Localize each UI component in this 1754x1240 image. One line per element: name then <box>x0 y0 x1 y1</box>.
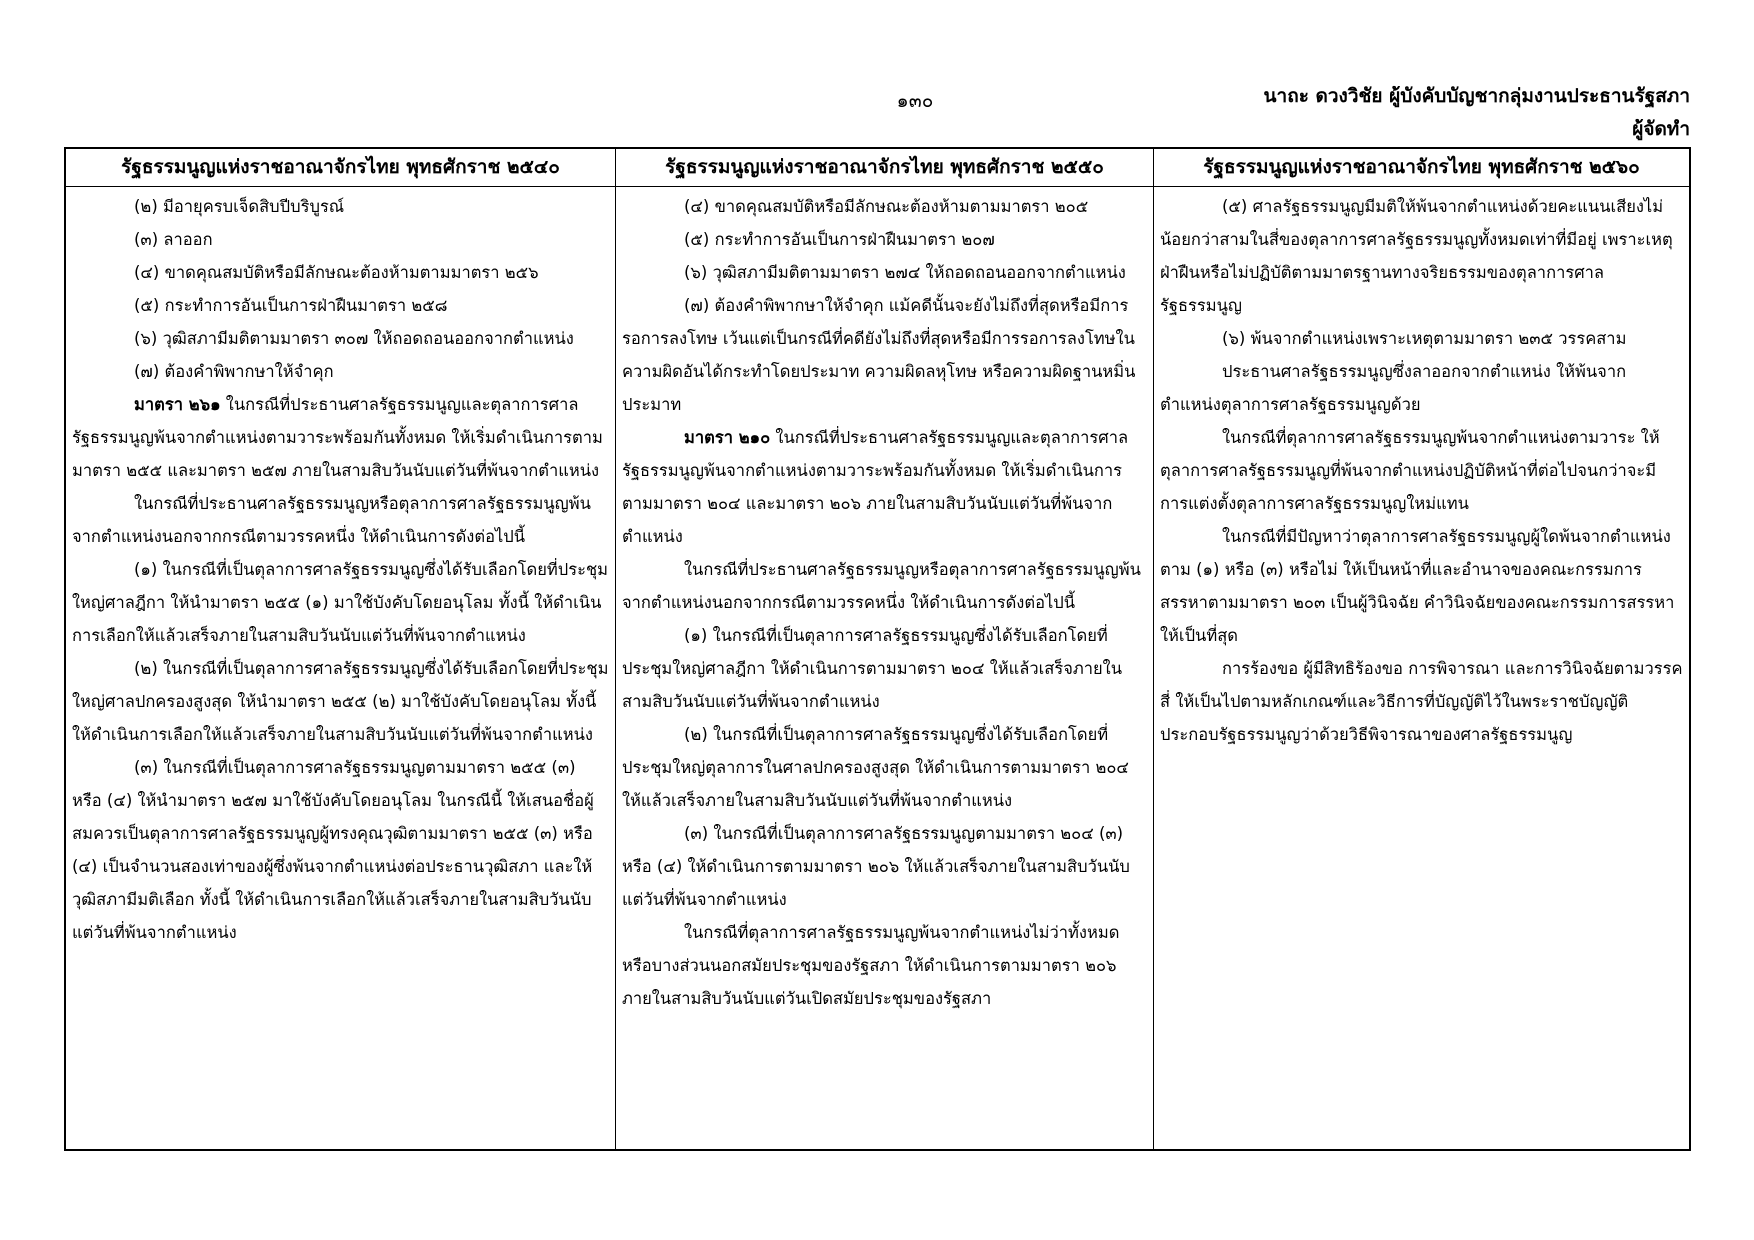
page-number: ๑๓๐ <box>896 90 934 112</box>
paragraph-text: ในกรณีที่ตุลาการศาลรัฐธรรมนูญพ้นจากตำแหน่งไม่ว่าทั้งหมดหรือบางส่วนนอกสมัยประชุมของรัฐสภา ให้ดำเนินการตามมาตรา ๒๐๖ ภายในสามสิบวันนับแต่วันเปิดสมัยประชุมของรัฐสภา <box>622 923 1120 1008</box>
paragraph-text: ในกรณีที่ประธานศาลรัฐธรรมนูญหรือตุลาการศาลรัฐธรรมนูญพ้นจากตำแหน่งนอกจากกรณีตามวรรคหนึ่ง ให้ดำเนินการดังต่อไปนี้ <box>622 560 1141 612</box>
paragraph <box>1160 355 1683 421</box>
paragraph-text: (๒) มีอายุครบเจ็ดสิบปีบริบูรณ์ <box>134 197 345 216</box>
column-2540 <box>66 149 616 1149</box>
paragraph <box>622 289 1147 421</box>
preparer-name: นาถะ ดวงวิชัย ผู้บังคับบัญชากลุ่มงานประธานรัฐสภา <box>1263 85 1690 107</box>
paragraph-text: (๒) ในกรณีที่เป็นตุลาการศาลรัฐธรรมนูญซึ่งได้รับเลือกโดยที่ประชุมใหญ่ศาลปกครองสูงสุด ให้นำมาตรา ๒๕๕ (๒) มาใช้บังคับโดยอนุโลม ทั้งนี้ ให้ดำเนินการเลือกให้แล้วเสร็จภายในสามสิบวันนับแต่วันที่พ้นจากตำแหน่ง <box>72 659 609 744</box>
paragraph <box>622 553 1147 619</box>
paragraph <box>72 388 609 487</box>
paragraph-text: (๑) ในกรณีที่เป็นตุลาการศาลรัฐธรรมนูญซึ่งได้รับเลือกโดยที่ประชุมใหญ่ศาลฎีกา ให้ดำเนินการตามมาตรา ๒๐๔ ให้แล้วเสร็จภายในสามสิบวันนับแต่วันที่พ้นจากตำแหน่ง <box>622 626 1123 711</box>
paragraph-text: (๓) ในกรณีที่เป็นตุลาการศาลรัฐธรรมนูญตามมาตรา ๒๕๕ (๓) หรือ (๔) ให้นำมาตรา ๒๕๗ มาใช้บังคับโดยอนุโลม ในกรณีนี้ ให้เสนอชื่อผู้สมควรเป็นตุลาการศาลรัฐธรรมนูญผู้ทรงคุณวุฒิตามมาตรา ๒๕๕ (๓) หรือ (๔) เป็นจำนวนสองเท่าของผู้ซึ่งพ้นจากตำแหน่งต่อประธานวุฒิสภา และให้วุฒิสภามีมติเลือก ทั้งนี้ ให้ดำเนินการเลือกให้แล้วเสร็จภายในสามสิบวันนับแต่วันที่พ้นจากตำแหน่ง <box>72 758 594 942</box>
paragraph <box>72 190 609 223</box>
column-body-2550 <box>616 187 1153 1015</box>
paragraph-text: (๕) กระทำการอันเป็นการฝ่าฝืนมาตรา ๒๕๘ <box>134 296 448 315</box>
paragraph-text: (๕) ศาลรัฐธรรมนูญมีมติให้พ้นจากตำแหน่งด้วยคะแนนเสียงไม่น้อยกว่าสามในสี่ของตุลาการศาลรัฐธรรมนูญทั้งหมดเท่าที่มีอยู่ เพราะเหตุฝ่าฝืนหรือไม่ปฏิบัติตามมาตรฐานทางจริยธรรมของตุลาการศาลรัฐธรรมนูญ <box>1160 197 1673 315</box>
paragraph-text: ในกรณีที่มีปัญหาว่าตุลาการศาลรัฐธรรมนูญผู้ใดพ้นจากตำแหน่งตาม (๑) หรือ (๓) หรือไม่ ให้เป็นหน้าที่และอำนาจของคณะกรรมการสรรหาตามมาตรา ๒๐๓ เป็นผู้วินิจฉัย คำวินิจฉัยของคณะกรรมการสรรหาให้เป็นที่สุด <box>1160 527 1675 645</box>
paragraph <box>1160 520 1683 652</box>
comparison-table <box>64 147 1691 1151</box>
section-label: มาตรา ๒๖๑ <box>134 395 221 414</box>
paragraph <box>72 652 609 751</box>
paragraph <box>622 619 1147 718</box>
paragraph-text: (๗) ต้องคำพิพากษาให้จำคุก <box>134 362 334 381</box>
paragraph-text: (๔) ขาดคุณสมบัติหรือมีลักษณะต้องห้ามตามมาตรา ๒๕๖ <box>134 263 539 282</box>
paragraph <box>72 256 609 289</box>
column-header-2550: รัฐธรรมนูญแห่งราชอาณาจักรไทย พุทธศักราช ๒๕๕๐ <box>616 149 1153 187</box>
paragraph-text: ในกรณีที่ประธานศาลรัฐธรรมนูญและตุลาการศาลรัฐธรรมนูญพ้นจากตำแหน่งตามวาระพร้อมกันทั้งหมด ให้เริ่มดำเนินการตามมาตรา ๒๐๔ และมาตรา ๒๐๖ ภายในสามสิบวันนับแต่วันที่พ้นจากตำแหน่ง <box>622 428 1129 546</box>
paragraph-text: การร้องขอ ผู้มีสิทธิร้องขอ การพิจารณา และการวินิจฉัยตามวรรคสี่ ให้เป็นไปตามหลักเกณฑ์และวิธีการที่บัญญัติไว้ในพระราชบัญญัติประกอบรัฐธรรมนูญว่าด้วยวิธีพิจารณาของศาลรัฐธรรมนูญ <box>1160 659 1683 744</box>
paragraph <box>72 751 609 949</box>
paragraph <box>72 355 609 388</box>
paragraph <box>72 487 609 553</box>
column-body-2540 <box>66 187 615 949</box>
paragraph <box>622 817 1147 916</box>
paragraph-text: (๖) พ้นจากตำแหน่งเพราะเหตุตามมาตรา ๒๓๕ วรรคสาม <box>1222 329 1627 348</box>
paragraph-text: (๖) วุฒิสภามีมติตามมาตรา ๓๐๗ ให้ถอดถอนออกจากตำแหน่ง <box>134 329 574 348</box>
paragraph-text: (๒) ในกรณีที่เป็นตุลาการศาลรัฐธรรมนูญซึ่งได้รับเลือกโดยที่ประชุมใหญ่ตุลาการในศาลปกครองสูงสุด ให้ดำเนินการตามมาตรา ๒๐๔ ให้แล้วเสร็จภายในสามสิบวันนับแต่วันที่พ้นจากตำแหน่ง <box>622 725 1129 810</box>
paragraph <box>622 223 1147 256</box>
paragraph-text: ในกรณีที่ประธานศาลรัฐธรรมนูญหรือตุลาการศาลรัฐธรรมนูญพ้นจากตำแหน่งนอกจากกรณีตามวรรคหนึ่ง ให้ดำเนินการดังต่อไปนี้ <box>72 494 591 546</box>
paragraph <box>622 421 1147 553</box>
paragraph <box>1160 322 1683 355</box>
column-2560 <box>1154 149 1689 1149</box>
paragraph <box>1160 421 1683 520</box>
preparer-role: ผู้จัดทำ <box>1632 118 1690 140</box>
paragraph <box>1160 190 1683 322</box>
paragraph-text: ในกรณีที่ประธานศาลรัฐธรรมนูญและตุลาการศาลรัฐธรรมนูญพ้นจากตำแหน่งตามวาระพร้อมกันทั้งหมด ให้เริ่มดำเนินการตามมาตรา ๒๕๕ และมาตรา ๒๕๗ ภายในสามสิบวันนับแต่วันที่พ้นจากตำแหน่ง <box>72 395 603 480</box>
paragraph-text: (๓) ในกรณีที่เป็นตุลาการศาลรัฐธรรมนูญตามมาตรา ๒๐๔ (๓) หรือ (๔) ให้ดำเนินการตามมาตรา ๒๐๖ ให้แล้วเสร็จภายในสามสิบวันนับแต่วันที่พ้นจากตำแหน่ง <box>622 824 1130 909</box>
preparer-block <box>1264 80 1690 146</box>
paragraph-text: (๖) วุฒิสภามีมติตามมาตรา ๒๗๔ ให้ถอดถอนออกจากตำแหน่ง <box>684 263 1126 282</box>
paragraph <box>622 718 1147 817</box>
paragraph <box>72 322 609 355</box>
column-body-2560 <box>1154 187 1689 751</box>
paragraph-text: ประธานศาลรัฐธรรมนูญซึ่งลาออกจากตำแหน่ง ให้พ้นจากตำแหน่งตุลาการศาลรัฐธรรมนูญด้วย <box>1160 362 1627 414</box>
paragraph <box>622 916 1147 1015</box>
paragraph-text: (๑) ในกรณีที่เป็นตุลาการศาลรัฐธรรมนูญซึ่งได้รับเลือกโดยที่ประชุมใหญ่ศาลฎีกา ให้นำมาตรา ๒๕๕ (๑) มาใช้บังคับโดยอนุโลม ทั้งนี้ ให้ดำเนินการเลือกให้แล้วเสร็จภายในสามสิบวันนับแต่วันที่พ้นจากตำแหน่ง <box>72 560 609 645</box>
paragraph-text: (๔) ขาดคุณสมบัติหรือมีลักษณะต้องห้ามตามมาตรา ๒๐๕ <box>684 197 1089 216</box>
paragraph <box>72 289 609 322</box>
column-header-2540: รัฐธรรมนูญแห่งราชอาณาจักรไทย พุทธศักราช ๒๕๔๐ <box>66 149 615 187</box>
column-header-2560: รัฐธรรมนูญแห่งราชอาณาจักรไทย พุทธศักราช ๒๕๖๐ <box>1154 149 1689 187</box>
paragraph-text: (๗) ต้องคำพิพากษาให้จำคุก แม้คดีนั้นจะยังไม่ถึงที่สุดหรือมีการรอการลงโทษ เว้นแต่เป็นกรณีที่คดียังไม่ถึงที่สุดหรือมีการรอการลงโทษในความผิดอันได้กระทำโดยประมาท ความผิดลหุโทษ หรือความผิดฐานหมิ่นประมาท <box>622 296 1136 414</box>
section-label: มาตรา ๒๑๐ <box>684 428 771 447</box>
paragraph-text: ในกรณีที่ตุลาการศาลรัฐธรรมนูญพ้นจากตำแหน่งตามวาระ ให้ตุลาการศาลรัฐธรรมนูญที่พ้นจากตำแหน่งปฏิบัติหน้าที่ต่อไปจนกว่าจะมีการแต่งตั้งตุลาการศาลรัฐธรรมนูญใหม่แทน <box>1160 428 1660 513</box>
column-2550 <box>616 149 1154 1149</box>
paragraph <box>622 256 1147 289</box>
paragraph-text: (๓) ลาออก <box>134 230 213 249</box>
paragraph <box>72 223 609 256</box>
paragraph <box>622 190 1147 223</box>
paragraph <box>72 553 609 652</box>
paragraph <box>1160 652 1683 751</box>
paragraph-text: (๕) กระทำการอันเป็นการฝ่าฝืนมาตรา ๒๐๗ <box>684 230 995 249</box>
